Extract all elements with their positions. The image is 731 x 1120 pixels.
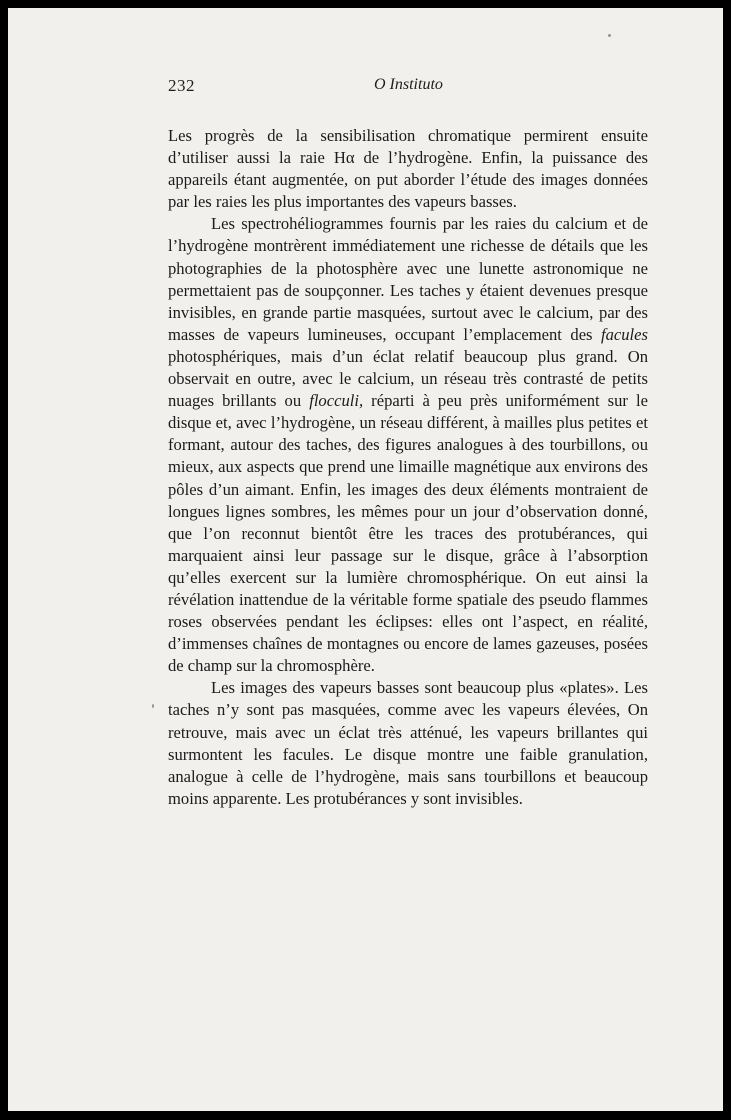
- italic-term-facules: facules: [600, 324, 648, 344]
- page-header: [168, 76, 648, 100]
- paragraph-2-part-3: réparti à peu près uniformément sur le disque et, avec l’hydrogène, un réseau différent, à mailles plus petites et formant, autour des taches, des figures analogues à des tourbillons, ou mieux, aux aspects que prend une limaille magnétique aux environs des pôles d’un aimant. Enfin, les images des deux éléments montraient de longues lignes sombres, les mêmes pour un jour d’observation donné, que l’on reconnut bientôt être les traces des protubérances, qui marquaient ainsi leur passage sur le disque, grâce à l’absorption qu’elles exercent sur la lumière chromosphérique. On eut ainsi la révélation inattendue de la véritable forme spatiale des pseudo flammes roses observées pendant les éclipses: elles ont l’aspect, en réalité, d’immenses chaînes de montagnes ou encore de lames gazeuses, posées de champ sur la chromosphère.: [168, 391, 648, 676]
- paragraph-2-part-2: photosphériques, mais d’un éclat relatif beaucoup plus grand. On observait en outre, avec le calcium, un réseau très contrasté de petits nuages brillants ou: [168, 346, 648, 411]
- paragraph-2: [168, 213, 648, 677]
- body-text: [168, 125, 648, 810]
- book-page: [8, 8, 723, 1111]
- paper-speck: [608, 34, 611, 37]
- italic-term-flocculi: flocculi,: [309, 391, 364, 411]
- paragraph-2-part-1: Les spectrohéliogrammes fournis par les raies du calcium et de l’hydrogène montrèrent immédiatement une richesse de détails que les photographies de la photosphère avec une lunette astronomique ne permettaient pas de soupçonner. Les taches y étaient devenues presque invisibles, en grande partie masquées, surtout avec le calcium, par des masses de vapeurs lumineuses, occupant l’emplacement des: [168, 214, 648, 344]
- paper-speck: [152, 704, 154, 708]
- paragraph-3: Les images des vapeurs basses sont beaucoup plus «plates». Les taches n’y sont pas masquées, comme avec les vapeurs élevées, On retrouve, mais avec un éclat très atténué, les vapeurs brillantes qui surmontent les facules. Le disque montre une faible granulation, analogue à celle de l’hydrogène, mais sans tourbillons et beaucoup moins apparente. Les protubérances y sont invisibles.: [168, 678, 648, 808]
- running-title: O Instituto: [374, 76, 443, 93]
- page-number: 232: [168, 76, 195, 95]
- paragraph-1: Les progrès de la sensibilisation chromatique permirent ensuite d’utiliser aussi la raie Hα de l’hydrogène. Enfin, la puissance des appareils étant augmentée, on put aborder l’étude des images données par les raies les plus importantes des vapeurs basses.: [168, 126, 648, 212]
